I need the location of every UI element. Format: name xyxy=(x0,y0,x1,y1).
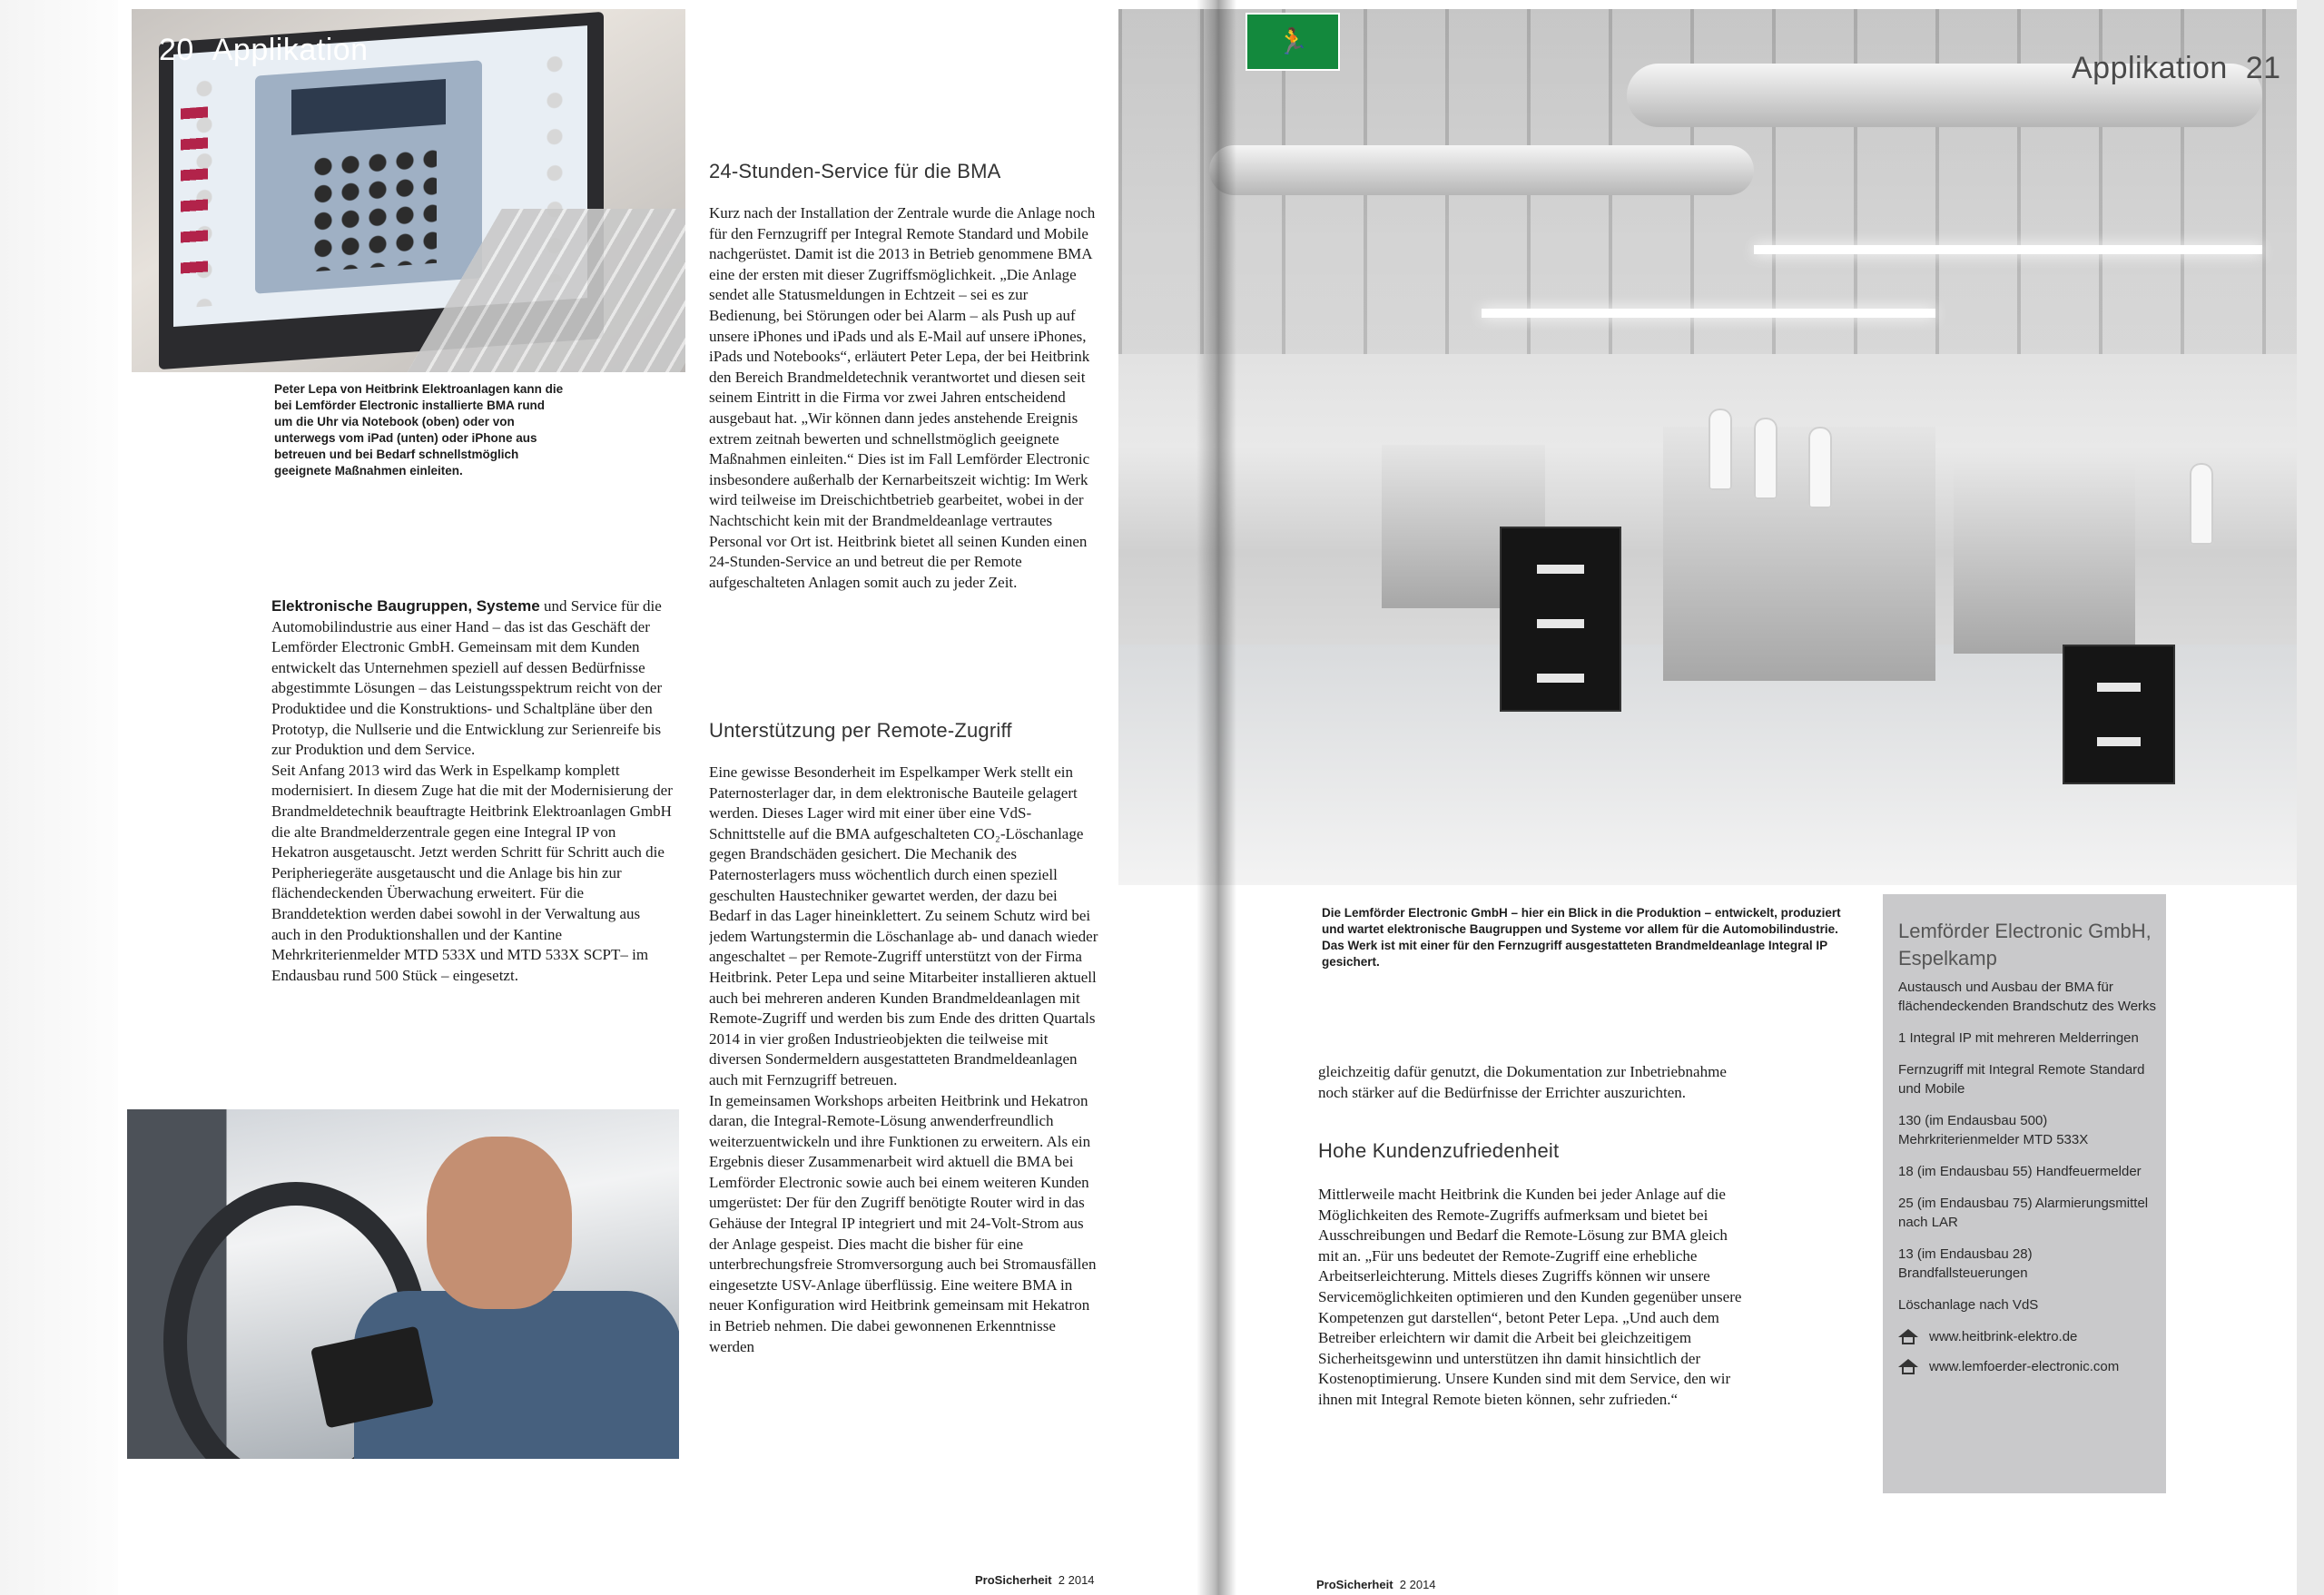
page-number: 21 xyxy=(2245,51,2281,85)
magazine-name: ProSicherheit xyxy=(975,1573,1052,1587)
magazine-name: ProSicherheit xyxy=(1316,1578,1393,1591)
website-url[interactable]: www.heitbrink-elektro.de xyxy=(1929,1329,2078,1344)
ventilation-duct xyxy=(1209,145,1754,195)
ceiling-light xyxy=(1482,309,1935,318)
left-footer xyxy=(975,1573,1095,1587)
ceiling-light xyxy=(1754,245,2262,254)
service-paragraph: Kurz nach der Installation der Zentrale wurde die Anlage noch für den Fernzugriff per Integral Remote Standard und Mobile nachgerüstet. Damit ist die 2013 in Betrieb genommene BMA eine der ersten mit dieser Zugriffsmöglichkeit. „Die Anlage sendet alle Statusmeldungen in Echtzeit – sei es zur Bedienung, bei Störungen oder bei Alarm – als Push up auf unsere iPhones und iPads und als E-Mail auf unsere iPhones, iPads und Notebooks“, erläutert Peter Lepa, der bei Heitbrink den Bereich Brandmeldetechnik verantwortet und diesen seit seinem Eintritt in die Firma vor zwei Jahren entscheidend ausgebaut hat. „Wir können dann jedes anstehende Ereignis extrem zeitnah bewerten und schnellstmöglich geeignete Maßnahmen einleiten.“ Dies ist im Fall Lemförder Electronic insbesondere außerhalb der Kernarbeitszeit wichtig: Im Werk wird teilweise im Dreischichtbetrieb gearbeitet, wobei in der Nachtschicht kein mit der Brandmeldeanlage vertrautes Personal vor Ort ist. Heitbrink bietet all seinen Kunden einen 24-Stunden-Service an und betreut die per Remote aufgeschalteten Anlagen somit auch zu jeder Zeit. xyxy=(709,204,1096,591)
crate-label xyxy=(2097,683,2141,692)
info-item: 1 Integral IP mit mehreren Melderringen xyxy=(1898,1030,2139,1046)
crate-label xyxy=(1537,674,1584,683)
intro-paragraph xyxy=(271,596,673,761)
info-box-title: Lemförder Electronic GmbH, Espelkamp xyxy=(1898,920,2152,970)
issue-number: 2 2014 xyxy=(1399,1578,1436,1591)
info-item: 130 (im Endausbau 500) Mehrkriterienmelder MTD 533X xyxy=(1898,1113,2089,1147)
exit-sign xyxy=(1246,13,1340,71)
scan-edge xyxy=(0,0,118,1595)
factory-photo xyxy=(1118,9,2299,885)
issue-number: 2 2014 xyxy=(1058,1573,1095,1587)
info-item: 25 (im Endausbau 75) Alarmierungsmittel nach LAR xyxy=(1898,1196,2149,1230)
info-item: Löschanlage nach VdS xyxy=(1898,1297,2039,1313)
crate-label xyxy=(1537,619,1584,628)
crate-label xyxy=(1537,565,1584,574)
fire-panel-display xyxy=(255,60,482,293)
info-item: Austausch und Ausbau der BMA für flächendeckenden Brandschutz des Werks xyxy=(1898,980,2157,1014)
panel-keypad xyxy=(310,145,437,272)
right-page-folio xyxy=(2072,51,2281,86)
page-folio xyxy=(159,33,369,68)
intro-text: und Service für die Automobilindustrie aus einer Hand – das ist das Geschäft der Lemförder Electronic GmbH. Gemeinsam mit dem Kunden entwickelt das Unternehmen speziell auf dessen Bedürfnisse abgestimmte Lösungen – das Leistungsspektrum reicht von der Produktidee und die Konstruktions- und Schaltpläne über den Prototyp, die Nullserie und die Entwicklung zur Serienreife bis zur Produktion und dem Service. xyxy=(271,597,663,759)
production-machine xyxy=(1954,463,2135,654)
intro-paragraph-2: Seit Anfang 2013 wird das Werk in Espelkamp komplett modernisiert. In diesem Zuge hat die mit der Modernisierung der Brandmeldetechnik beauftragte Heitbrink Elektroanlagen GmbH die alte Brandmelderzentrale gegen eine Integral IP von Hekatron ausgetauscht. Jetzt werden Schritt für Schritt auch die Peripheriegeräte ausgetauscht und die Anlage bis hin zur flächendeckenden Überwachung erweitert. Für die Branddetektion werden dabei sowohl in der Verwaltung aus auch in den Produktionshallen und der Kantine Mehrkriterienmelder MTD 533X und MTD 533X SCPT– im Endausbau rund 500 Stück – eingesetzt. xyxy=(271,761,673,984)
storage-crate-stack xyxy=(1500,527,1621,712)
info-item: Fernzugriff mit Integral Remote Standard und Mobile xyxy=(1898,1062,2145,1097)
car-photo xyxy=(127,1109,679,1459)
intro-column xyxy=(271,596,673,986)
project-info-box xyxy=(1883,894,2166,1493)
remote-paragraph-2: In gemeinsamen Workshops arbeiten Heitbrink und Hekatron daran, die Integral-Remote-Lösung anwenderfreundlich weiterzuentwickeln und ihre Funktionen zu erweitern. Als ein Ergebnis dieser Zusammenarbeit wird aktuell die BMA bei Lemförder Electronic sowie auch bei einem weiteren Kunden umgerüstet: Der für den Zugriff benötigte Router wird in das Gehäuse der Integral IP integriert und mit 24-Volt-Strom aus der Anlage gespeist. Dies macht die bisher für eine unterbrechungsfreie Stromversorgung auch bei Stromausfällen eingesetzte USV-Anlage überflüssig. Eine weitere BMA in neuer Konfiguration wird Heitbrink gemeinsam mit Hekatron in Betrieb nehmen. Die dabei gewonnenen Erkenntnisse werden xyxy=(709,1091,1097,1355)
heading-24h-service: 24-Stunden-Service für die BMA xyxy=(709,160,1001,182)
worker xyxy=(1709,409,1732,490)
book-gutter xyxy=(1196,0,1236,1595)
heading-remote-support: Unterstützung per Remote-Zugriff xyxy=(709,719,1012,742)
person-head xyxy=(427,1137,572,1309)
info-box-list xyxy=(1898,978,2162,1387)
storage-crate-stack xyxy=(2063,645,2175,784)
info-item: 13 (im Endausbau 28) Brandfallsteuerungen xyxy=(1898,1246,2033,1281)
screen-status-leds xyxy=(181,106,208,290)
panel-lcd xyxy=(291,79,446,135)
house-icon xyxy=(1898,1329,1918,1345)
website-url[interactable]: www.lemfoerder-electronic.com xyxy=(1929,1359,2120,1374)
satisfaction-paragraph: Mittlerweile macht Heitbrink die Kunden bei jeder Anlage auf die Möglichkeiten des Remote-Zugriffs aufmerksam und bietet bei Ausschreibungen und Bedarf die Remote-Lösung zur BMA gleich mit an. „Für uns bedeutet der Remote-Zugriff eine erhebliche Arbeitserleichterung. Mittels dieses Zugriffs können wir unsere Servicemöglichkeiten optimieren und den Kunden gegenüber unsere Kompetenzen gut darstellen“, betont Peter Lepa. „Und auch dem Betreiber erleichtern wir damit die Arbeit bei gleichzeitigem Sicherheitsgewinn und unterstützen ihn damit hinsichtlich der Kostenoptimierung. Unsere Kunden sind mit dem Service, den wir ihnen mit Integral Remote bieten können, sehr zufrieden.“ xyxy=(1318,1186,1742,1408)
worker xyxy=(1808,427,1832,508)
info-item: 18 (im Endausbau 55) Handfeuermelder xyxy=(1898,1164,2142,1179)
right-footer xyxy=(1316,1578,1436,1591)
section-name: Applikation xyxy=(2072,51,2228,85)
scan-edge xyxy=(2297,0,2324,1595)
factory-photo-caption: Die Lemförder Electronic GmbH – hier ein Blick in die Produktion – entwickelt, produziert und wartet elektronische Baugruppen und Systeme vor allem für die Automobilindustrie. Das Werk ist mit einer für den Fernzugriff ausgestatteten Brandmeldeanlage Integral IP gesichert. xyxy=(1322,906,1841,969)
worker xyxy=(1754,418,1777,499)
remote-paragraph: Eine gewisse Besonderheit im Espelkamper Werk stellt ein Paternosterlager dar, in dem elektronische Bauteile gelagert werden. Dieses Lager wird mit einer über eine VdS-Schnittstelle auf die BMA aufgeschalteten CO₂-Löschanlage gegen Brandschäden gesichert. Die Mechanik des Paternosterlagers muss wöchentlich durch einen speziell geschulten Haustechniker gewartet werden, der dazu bei Bedarf in das Lager hineinklettert. Zu seinem Schutz wird bei jedem Wartungstermin die Löschanlage ab- und danach wieder angeschaltet – per Remote-Zugriff unterstützt von der Firma Heitbrink. Peter Lepa und seine Mitarbeiter installieren aktuell auch bei mehreren anderen Kunden Brandmeldeanlagen mit Remote-Zugriff und werden bis zum Ende des dritten Quartals 2014 in vier großen Industrieobjekten die teilweise mit diversen Sondermeldern ausgestatteten Brandmeldeanlagen auch mit Fernzugriff betreuen. xyxy=(709,763,1098,1088)
laptop-photo xyxy=(132,9,685,372)
exit-running-man-icon: 🏃 xyxy=(1276,26,1309,56)
crate-label xyxy=(2097,737,2141,746)
service-column xyxy=(709,203,1099,593)
worker xyxy=(2190,463,2213,545)
continuation-text: gleichzeitig dafür genutzt, die Dokumentation zur Inbetriebnahme noch stärker auf die Bedürfnisse der Errichter auszurichten. xyxy=(1318,1063,1727,1101)
production-machine xyxy=(1663,427,1935,681)
section-name: Applikation xyxy=(212,33,369,67)
heading-customer-satisfaction: Hohe Kundenzufriedenheit xyxy=(1318,1139,1560,1162)
website-link-lemfoerder[interactable] xyxy=(1898,1357,2162,1376)
intro-lead: Elektronische Baugruppen, Systeme xyxy=(271,597,540,615)
house-icon xyxy=(1898,1359,1918,1375)
website-link-heitbrink[interactable] xyxy=(1898,1327,2162,1346)
page-number: 20 xyxy=(159,33,194,67)
remote-column xyxy=(709,763,1099,1471)
laptop-photo-caption: Peter Lepa von Heitbrink Elektroanlagen kann die bei Lemförder Electronic installierte BMA rund um die Uhr via Notebook (oben) oder von unterwegs vom iPad (unten) oder iPhone aus betreuen und bei Bedarf schnellstmöglich geeignete Maßnahmen einleiten. xyxy=(274,382,564,478)
